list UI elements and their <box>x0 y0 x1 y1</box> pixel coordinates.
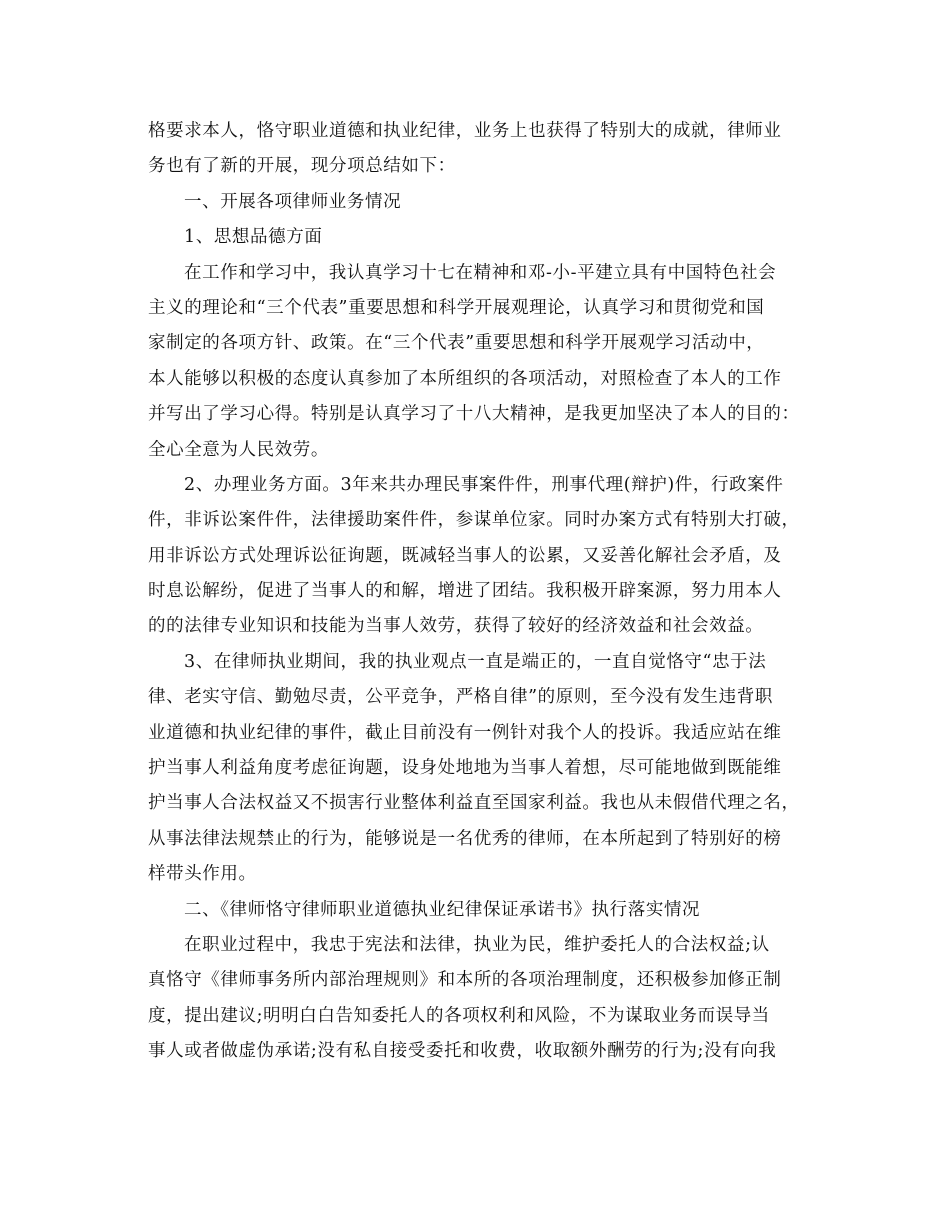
section-heading: 一、开展各项律师业务情况 <box>184 191 402 212</box>
subsection-heading: 1、思想品德方面 <box>184 227 323 248</box>
paragraph-start-line: 在工作和学习中，我认真学习十七在精神和邓-小-平建立具有中国特色社会 <box>184 262 777 283</box>
text-line: 务也有了新的开展，现分项总结如下： <box>148 156 456 177</box>
text-line: 主义的理论和“三个代表”重要思想和科学开展观理论，认真学习和贯彻党和国 <box>148 297 765 318</box>
text-line: 护当事人利益角度考虑征询题，设身处地地为当事人着想，尽可能地做到既能维 <box>148 758 782 779</box>
text-line: 格要求本人，恪守职业道德和执业纪律，业务上也获得了特别大的成就，律师业 <box>148 121 782 141</box>
text-line: 的的法律专业知识和技能为当事人效劳，获得了较好的经济效益和社会效益。 <box>148 616 764 637</box>
text-line: 事人或者做虚伪承诺;没有私自接受委托和收费，收取额外酬劳的行为;没有向我 <box>148 1041 777 1062</box>
text-line: 真恪守《律师事务所内部治理规则》和本所的各项治理制度，还积极参加修正制 <box>148 970 782 991</box>
text-line: 从事法律法规禁止的行为，能够说是一名优秀的律师，在本所起到了特别好的榜 <box>148 828 782 849</box>
text-line: 本人能够以积极的态度认真参加了本所组织的各项活动，对照检查了本人的工作 <box>148 368 782 389</box>
text-line: 并写出了学习心得。特别是认真学习了十八大精神，是我更加坚决了本人的目的： <box>148 404 800 425</box>
text-line: 时息讼解纷，促进了当事人的和解，增进了团结。我积极开辟案源，努力用本人 <box>148 581 782 602</box>
text-line: 用非诉讼方式处理诉讼征询题，既减轻当事人的讼累，又妥善化解社会矛盾，及 <box>148 545 782 566</box>
text-line: 业道德和执业纪律的事件，截止目前没有一例针对我个人的投诉。我适应站在维 <box>148 722 782 743</box>
paragraph-start-line: 2、办理业务方面。3年来共办理民事案件件，刑事代理(辩护)件，行政案件 <box>184 474 784 495</box>
text-line: 全心全意为人民效劳。 <box>148 439 329 460</box>
text-line: 件，非诉讼案件件，法律援助案件件，参谋单位家。同时办案方式有特别大打破， <box>148 510 800 531</box>
text-line: 家制定的各项方针、政策。在“三个代表”重要思想和科学开展观学习活动中， <box>148 333 765 354</box>
paragraph-start-line: 3、在律师执业期间，我的执业观点一直是端正的，一直自觉恪守“忠于法 <box>184 651 767 672</box>
text-line: 护当事人合法权益又不损害行业整体利益直至国家利益。我也从未假借代理之名， <box>148 793 800 814</box>
document-body <box>148 114 808 1070</box>
text-line: 度，提出建议;明明白白告知委托人的各项权利和风险，不为谋取业务而误导当 <box>148 1005 770 1026</box>
paragraph-start-line: 在职业过程中，我忠于宪法和法律，执业为民，维护委托人的合法权益;认 <box>184 934 770 955</box>
text-line: 样带头作用。 <box>148 864 257 885</box>
section-heading: 二、《律师恪守律师职业道德执业纪律保证承诺书》执行落实情况 <box>184 899 701 920</box>
text-line: 律、老实守信、勤勉尽责，公平竞争，严格自律”的原则，至今没有发生违背职 <box>148 687 773 708</box>
